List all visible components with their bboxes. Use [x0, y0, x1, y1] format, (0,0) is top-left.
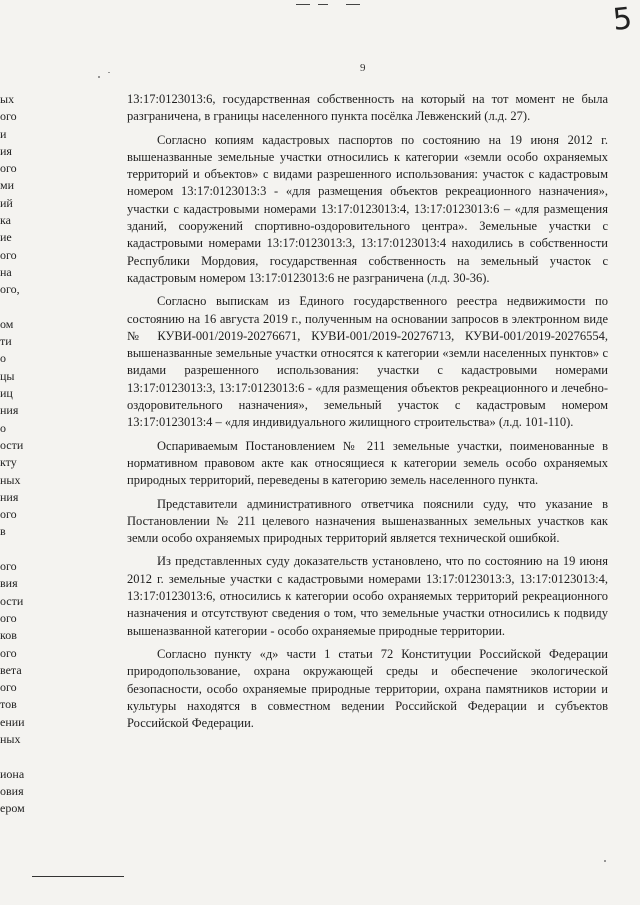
- scan-speck: [98, 76, 100, 78]
- page-number: 9: [360, 62, 366, 74]
- left-fragment-text: ости: [0, 437, 24, 452]
- top-scan-mark: [318, 4, 328, 5]
- left-fragment-text: ми: [0, 178, 15, 193]
- left-fragment-text: ния: [0, 403, 19, 418]
- left-fragment-text: ия: [0, 143, 12, 158]
- left-fragment-text: ого: [0, 559, 17, 574]
- corner-page-number: 5: [611, 1, 634, 38]
- left-fragment-text: о: [0, 351, 6, 366]
- paragraph: Согласно пункту «д» части 1 статьи 72 Конституции Российской Федерации природопользование, охрана окружающей среды и обеспечение экологической безопасности, особо охраняемые природные территории, охрана памятников истории и культуры находятся в совместном ведении Российской Федерации и субъектов Российской Федерации.: [127, 646, 608, 731]
- left-fragment-text: и: [0, 126, 7, 141]
- left-fragment-text: ом: [0, 316, 14, 331]
- left-fragment-text: ий: [0, 195, 13, 210]
- left-fragment-text: ных: [0, 731, 21, 746]
- paragraph: Из представленных суду доказательств установлено, что по состоянию на 19 июня 2012 г. земельные участки с кадастровыми номерами 13:17:0123013:3, 13:17:0123013:4, 13:17:0123013:6, относились к категории особо охраняемых территорий рекреационного назначения и отсутствуют сведения о том, что земельные участки относились к подвиду вышеназванной категории - особо охраняемые природные территории.: [127, 554, 608, 638]
- left-fragment-text: ером: [0, 801, 25, 816]
- left-fragment-text: ния: [0, 489, 19, 504]
- left-fragment-text: кту: [0, 455, 17, 470]
- left-fragment-text: ков: [0, 628, 17, 643]
- left-fragment-text: ных: [0, 472, 21, 487]
- left-fragment-text: ении: [0, 714, 25, 729]
- left-margin-fragments: [0, 91, 24, 817]
- left-fragment-text: цы: [0, 368, 15, 383]
- left-fragment-text: ие: [0, 230, 12, 245]
- left-fragment-text: о: [0, 420, 6, 435]
- left-fragment-text: вия: [0, 576, 18, 591]
- left-fragment-text: тов: [0, 697, 17, 712]
- document-body: [127, 91, 608, 738]
- left-fragment-text: ых: [0, 92, 15, 106]
- paragraph: Оспариваемым Постановлением № 211 земельные участки, поименованные в нормативном правовом акте как относящиеся к категории земель особо охраняемых природных территорий, переведены в категорию земель населенного пункта.: [127, 438, 608, 488]
- left-fragment-text: ого: [0, 645, 17, 660]
- paragraph: Представители административного ответчика пояснили суду, что указание в Постановлении № 211 целевого назначения вышеназванных земельных участков как земли особо охраняемых природных территорий является технической ошибкой.: [127, 496, 608, 546]
- left-fragment-text: [0, 299, 24, 316]
- paragraph: Согласно копиям кадастровых паспортов по состоянию на 19 июня 2012 г. вышеназванные земельные участки относились к категории «земли особо охраняемых территорий и объектов» с видами разрешенного использования: участок с кадастровым номером 13:17:0123013:3 - «для размещения объектов рекреационного назначения», участки с кадастровыми номерами 13:17:0123013:4, 13:17:0123013:6 – «для размещения зданий, сооружений спортивно-оздоровительного центра». Земельные участки с кадастровыми номерами 13:17:0123013:3, 13:17:0123013:4 находились в собственности Республики Мордовия, государственная собственность на земельный участок с кадастровым номером 13:17:0123013:6 не разграничена (л.д. 30-36).: [127, 132, 608, 285]
- bottom-scan-line: [32, 876, 124, 877]
- left-fragment-text: ого: [0, 247, 17, 262]
- left-fragment-text: ого: [0, 610, 17, 625]
- left-fragment-text: ого: [0, 507, 17, 522]
- left-fragment-text: [0, 748, 24, 765]
- left-fragment-text: на: [0, 264, 12, 279]
- left-fragment-text: [0, 541, 24, 558]
- left-fragment-text: ого: [0, 161, 17, 176]
- paragraph: 13:17:0123013:6, государственная собственность на который на тот момент не была разграничена, в границы населенного пункта посёлка Левженский (л.д. 27).: [127, 92, 608, 124]
- left-fragment-text: ка: [0, 213, 11, 228]
- left-fragment-text: иц: [0, 386, 13, 401]
- left-fragment-text: ого,: [0, 282, 20, 297]
- top-scan-mark: [346, 4, 360, 5]
- scan-speck: [108, 72, 110, 73]
- left-fragment-text: ого: [0, 680, 17, 695]
- left-fragment-text: ого: [0, 109, 17, 124]
- scan-speck: [604, 860, 606, 862]
- top-scan-mark: [296, 4, 310, 5]
- left-fragment-text: в: [0, 524, 6, 539]
- paragraph: Согласно выпискам из Единого государственного реестра недвижимости по состоянию на 16 августа 2019 г., полученным на основании запросов в электронном виде № КУВИ-001/2019-20276671, КУВИ-001/2019-20276713, КУВИ-001/2019-20276554, вышеназванные земельные участки относятся к категории «земли населенных пунктов» с видами разрешенного использования: участки с кадастровыми номерами 13:17:0123013:3, 13:17:0123013:6 - «для размещения объектов рекреационного и лечебно-оздоровительного назначения», земельный участок с кадастровым номером 13:17:0123013:4 – «для индивидуального жилищного строительства» (л.д. 101-110).: [127, 294, 608, 430]
- left-fragment-text: овия: [0, 783, 24, 798]
- left-fragment-text: ти: [0, 334, 12, 349]
- left-fragment-text: иона: [0, 766, 25, 781]
- left-fragment-text: ости: [0, 593, 24, 608]
- left-fragment-text: вета: [0, 662, 22, 677]
